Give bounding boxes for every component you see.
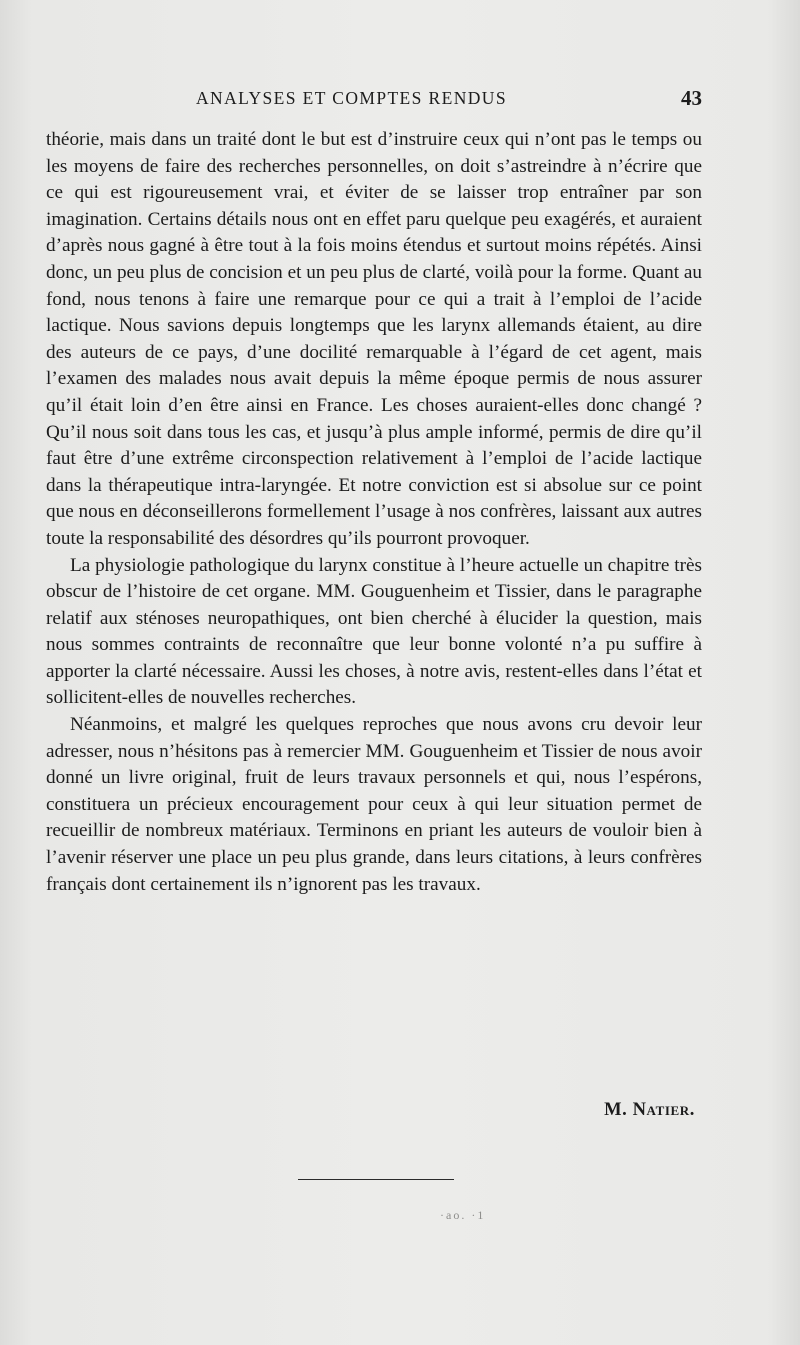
author-signature bbox=[604, 1100, 695, 1121]
page-number: 43 bbox=[681, 86, 702, 110]
section-end-rule bbox=[298, 1179, 454, 1180]
body-text bbox=[46, 127, 702, 898]
paragraph-continuation: théorie, mais dans un traité dont le but est d’instruire ceux qui n’ont pas le temps ou les moyens de faire des recherches personnelles, on doit s’astreindre à n’écrire que ce qui est rigoureusement vrai, et éviter de se laisser trop entraîner par son imagination. Certains détails nous ont en effet paru quelque peu exagérés, et auraient d’après nous gagné à être tout à la fois moins étendus et surtout moins répétés. Ainsi donc, un peu plus de concision et un peu plus de clarté, voilà pour la forme. Quant au fond, nous tenons à faire une remarque pour ce qui a trait à l’emploi de l’acide lactique. Nous savions depuis longtemps que les larynx allemands étaient, au dire des auteurs de ce pays, d’une docilité remarquable à l’égard de cet agent, mais l’examen des malades nous avait depuis la même époque permis de nous assurer qu’il était loin d’en être ainsi en France. Les choses auraient-elles donc changé ? Qu’il nous soit dans tous les cas, et jusqu’à plus ample informé, permis de dire qu’il faut être d’une extrême circonspection relativement à l’emploi de l’acide lactique dans la thérapeutique intra-laryngée. Et notre conviction est si absolue sur ce point que nous en déconseillerons formellement l’usage à nos confrères, laissant aux autres toute la responsabilité des désordres qu’ils pourront provoquer. bbox=[46, 129, 702, 549]
running-title: ANALYSES ET COMPTES RENDUS bbox=[196, 88, 507, 108]
running-head bbox=[46, 88, 702, 116]
signature-surname: Natier. bbox=[632, 1100, 695, 1120]
bleed-through-folio: ·ao. ·1 bbox=[440, 1208, 486, 1222]
paragraph-neanmoins: Néanmoins, et malgré les quelques reproches que nous avons cru devoir leur adresser, nous n’hésitons pas à remercier MM. Gouguenheim et Tissier de nous avoir donné un livre original, fruit de leurs travaux personnels et qui, nous l’espérons, constituera un précieux encouragement pour ceux à qui leur situation permet de recueillir de nombreux matériaux. Terminons en priant les auteurs de vouloir bien à l’avenir réserver une place un peu plus grande, dans leurs citations, à leurs confrères français dont certainement ils n’ignorent pas les travaux. bbox=[46, 714, 702, 895]
paragraph-physiologie: La physiologie pathologique du larynx constitue à l’heure actuelle un chapitre très obscur de l’histoire de cet organe. MM. Gouguenheim et Tissier, dans le paragraphe relatif aux sténoses neuropathiques, ont bien cherché à élucider la question, mais nous sommes contraints de reconnaître que leur bonne volonté n’a pu suffire à apporter la clarté nécessaire. Aussi les choses, à notre avis, restent-elles dans l’état et sollicitent-elles de nouvelles recherches. bbox=[46, 554, 702, 709]
signature-initial: M. bbox=[604, 1100, 628, 1120]
